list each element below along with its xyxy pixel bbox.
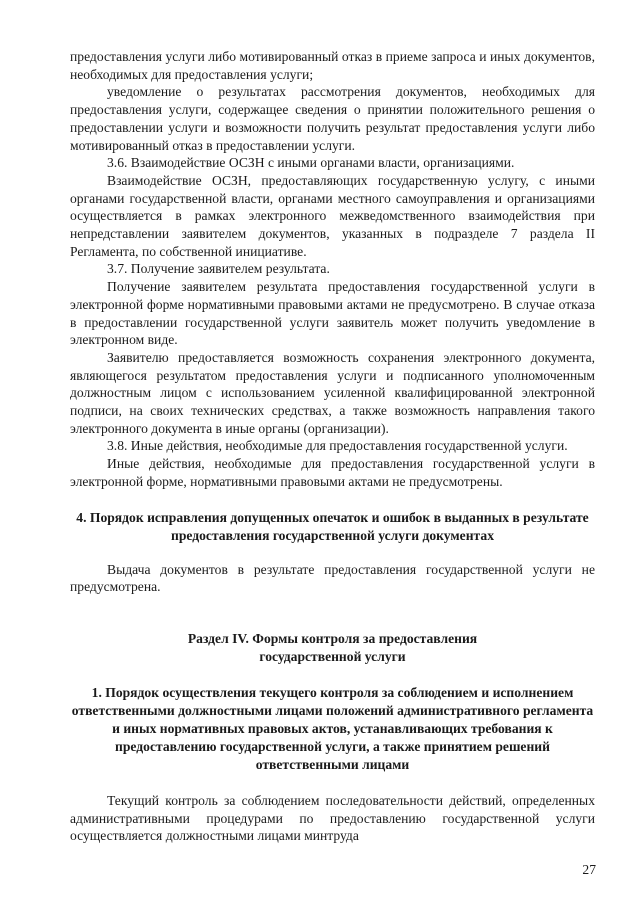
clause-3-8-title: 3.8. Иные действия, необходимые для предоставления государственной услуги. [107,438,568,454]
spacer [70,666,595,684]
paragraph-other-actions: Иные действия, необходимые для предоставления государственной услуги в электронной форме, нормативными правовыми актами не предусмотрены. [70,456,595,489]
spacer [70,596,595,614]
paragraph-corrections: Выдача документов в результате предоставления государственной услуги не предусмотрена. [70,561,595,595]
subheading-current-control: 1. Порядок осуществления текущего контроля за соблюдением и исполнением ответственными должностными лицами положений административного регламента и иных нормативных правовых актов, устанавливающих требования к предоставлению государственной услуги, а также принятием решений ответственными лицами [71,684,594,772]
paragraph-request-refusal: предоставления услуги либо мотивированный отказ в приеме запроса и иных документов, необходимых для предоставления услуги; [70,49,595,82]
paragraph-electronic-document: Заявителю предоставляется возможность сохранения электронного документа, являющегося результатом предоставления услуги и подписанного уполномоченным должностным лицом с использованием усиленной квалифицированной электронной подписи, на своих технических средствах, а также возможность направления такого электронного документа в иные органы (организации). [70,349,595,436]
paragraph-notification: уведомление о результатах рассмотрения документов, необходимых для предоставления услуги, содержащее сведения о принятии положительного решения о предоставлении услуги и возможности получить результат предоставления услуги либо мотивированный отказ в предоставлении услуги. [70,84,595,153]
spacer [70,491,595,509]
spacer [70,545,595,561]
paragraph-current-control: Текущий контроль за соблюдением последовательности действий, определенных административными процедурами по предоставлению государственной услуги осуществляется должностными лицами минтруда [70,792,595,844]
spacer [70,774,595,792]
section-title-line-2: государственной услуги [259,648,406,664]
paragraph-interaction: Взаимодействие ОСЗН, предоставляющих государственную услугу, с иными органами государственной власти, органами местного самоуправления и организациями осуществляется в рамках электронного межведомственного взаимодействия при непредставлении заявителем документов, указанных в подразделе 7 раздела II Регламента, по собственной инициативе. [70,172,595,259]
paragraph-result-receipt: Получение заявителем результата предоставления государственной услуги в электронной форме нормативными правовыми актами не предусмотрено. В случае отказа в предоставлении государственной услуги заявитель может получить уведомление в электронном виде. [70,279,595,348]
clause-3-7-title: 3.7. Получение заявителем результата. [107,261,330,277]
spacer [70,614,595,630]
section-title-line-1: Раздел IV. Формы контроля за предоставления [187,630,478,646]
document-page [70,48,595,845]
page-number: 27 [582,862,596,877]
heading-corrections: 4. Порядок исправления допущенных опечаток и ошибок в выданных в результате предоставления государственной услуги документах [76,509,589,543]
clause-3-6-title: 3.6. Взаимодействие ОСЗН с иными органами власти, организациями. [107,155,515,171]
